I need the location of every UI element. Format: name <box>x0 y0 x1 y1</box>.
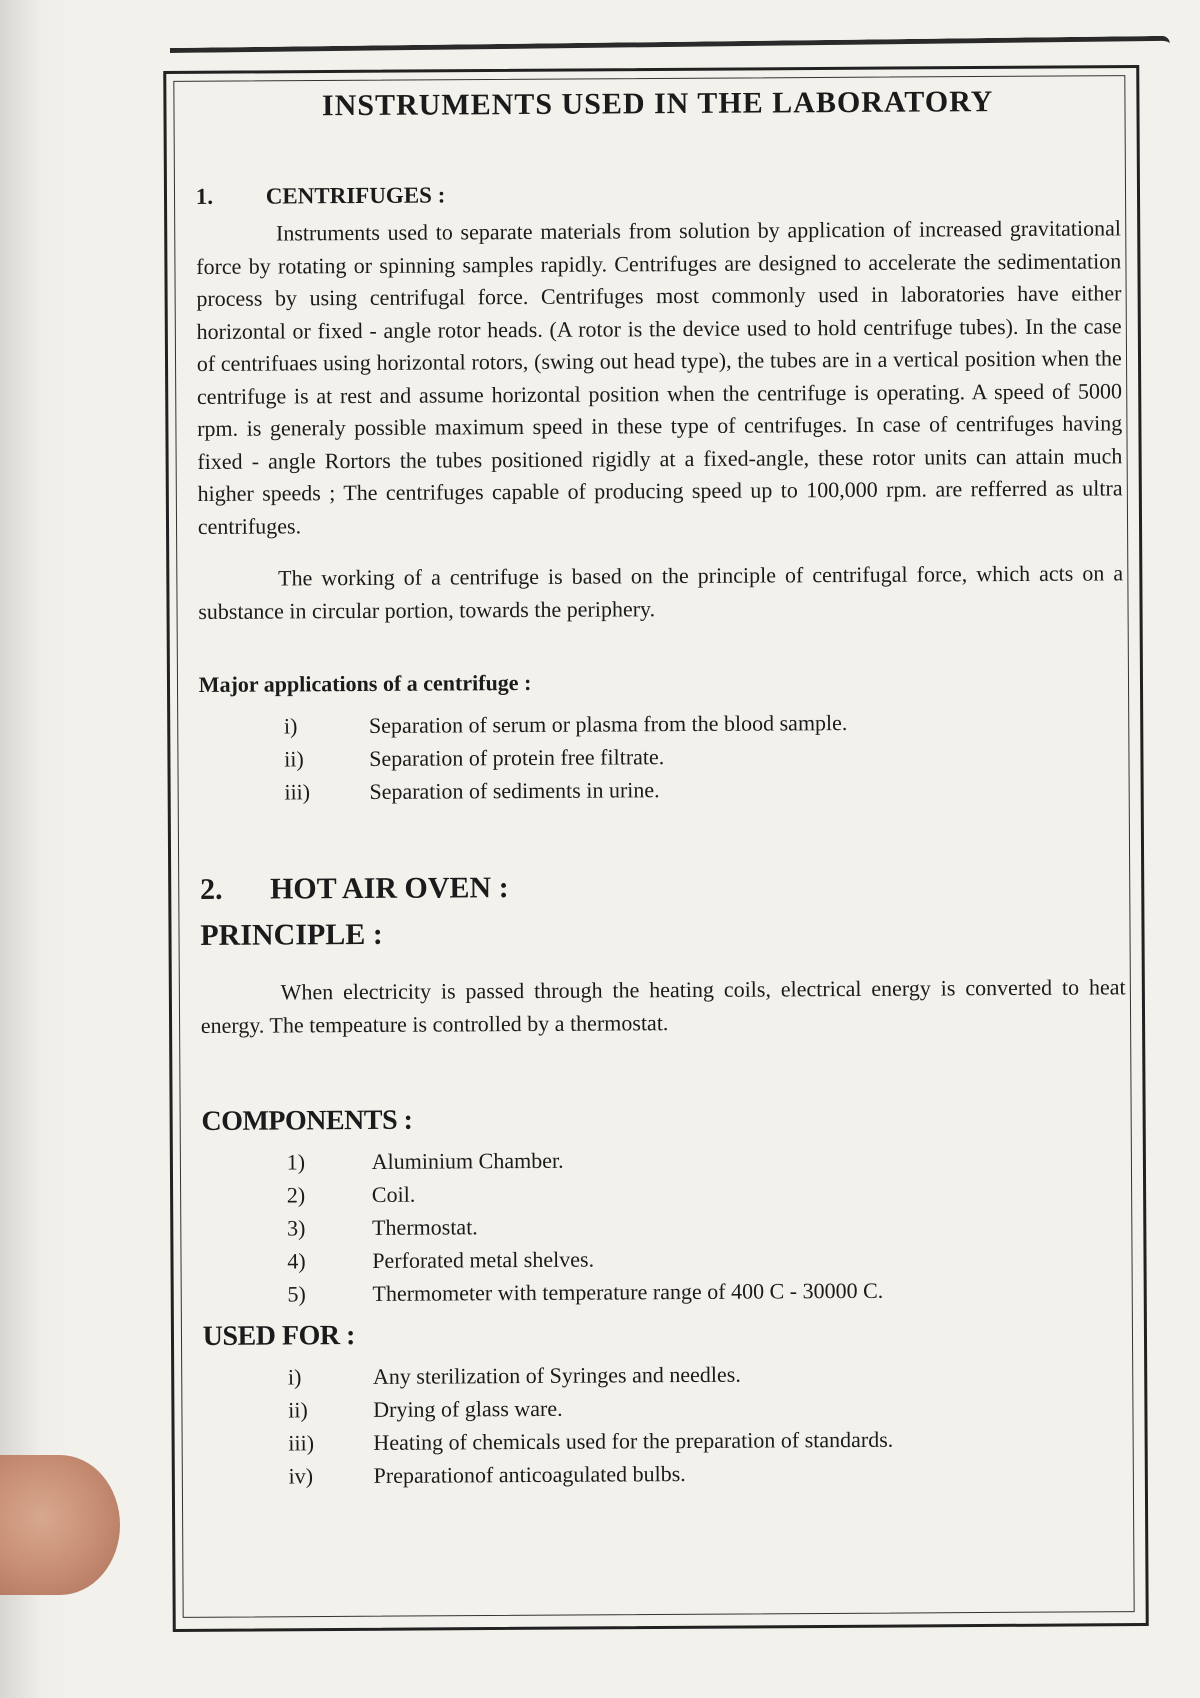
list-item <box>287 1272 1127 1310</box>
list-marker: iii) <box>288 1430 315 1456</box>
list-marker: 3) <box>286 1215 306 1241</box>
list-item-text: Separation of protein free filtrate. <box>369 744 665 771</box>
list-item-text: Coil. <box>371 1181 416 1207</box>
list-item <box>287 1140 1127 1178</box>
section-number: 2. <box>199 872 223 906</box>
applications-list <box>284 704 1125 808</box>
list-item-text: Preparationof anticoagulated bulbs. <box>373 1461 686 1488</box>
page-content <box>195 64 1129 1493</box>
list-item-text: Heating of chemicals used for the preparation of standards. <box>373 1426 894 1455</box>
centrifuge-description: Instruments used to separate materials from solution by application of increased gravitational force by rotating or spinning samples rapidly. Centrifuges are designed to accelerate the sedimentation process by using centrifugal force. Centrifuges most commonly used in laboratories have either horizontal or fixed - angle rotor heads. (A rotor is the device used to hold centrifuge tubes). In the case of centrifuaes using horizontal rotors, (swing out head type), the tubes are in a vertical position when the centrifuge is at rest and assume horizontal position when the centrifuge is operating. A speed of 5000 rpm. is generaly possible maximum speed in these type of centrifuges. In case of centrifuges having fixed - angle Rortors the tubes positioned rigidly at a fixed-angle, these rotor units can attain much higher speeds ; The centrifuges capable of producing speed up to 100,000 rpm. are refferred as ultra centrifuges. <box>196 215 1123 539</box>
list-marker: 2) <box>286 1182 306 1208</box>
list-item-text: Perforated metal shelves. <box>372 1246 595 1273</box>
centrifuge-principle: The working of a centrifuge is based on the principle of centrifugal force, which acts on a substance in circular portion, towards the periphery. <box>198 560 1124 624</box>
list-marker: 1) <box>286 1149 306 1175</box>
list-item-text: Any sterilization of Syringes and needles. <box>372 1361 741 1389</box>
list-item-text: Drying of glass ware. <box>373 1395 563 1422</box>
principle-heading: PRINCIPLE : <box>200 917 383 952</box>
list-marker: i) <box>283 713 298 739</box>
list-item <box>284 770 1124 808</box>
thumb-in-photo <box>0 1455 120 1595</box>
section-number: 1. <box>195 183 214 209</box>
used-for-heading: USED FOR : <box>202 1320 355 1352</box>
list-item <box>288 1454 1128 1492</box>
section-heading-hot-air-oven <box>200 867 1125 907</box>
section-title: CENTRIFUGES : <box>265 182 446 209</box>
list-item-text: Thermostat. <box>371 1214 478 1240</box>
list-marker: ii) <box>288 1397 308 1423</box>
list-item-text: Separation of serum or plasma from the blood sample. <box>368 710 848 738</box>
list-item <box>287 1239 1127 1277</box>
used-for-list <box>288 1355 1129 1492</box>
binding-shadow <box>0 0 70 1698</box>
list-item <box>288 1355 1128 1393</box>
list-item <box>288 1388 1128 1426</box>
list-item <box>284 737 1124 775</box>
page-title: INSTRUMENTS USED IN THE LABORATORY <box>321 85 994 123</box>
list-marker: iv) <box>288 1463 314 1489</box>
list-item <box>287 1206 1127 1244</box>
section-title: HOT AIR OVEN : <box>269 871 509 906</box>
list-item <box>288 1421 1128 1459</box>
components-heading: COMPONENTS : <box>201 1104 413 1137</box>
list-marker: 4) <box>287 1248 306 1274</box>
components-list <box>287 1140 1128 1310</box>
list-marker: ii) <box>284 746 304 772</box>
list-item <box>287 1173 1127 1211</box>
list-item-text: Separation of sediments in urine. <box>369 777 660 804</box>
list-item-text: Aluminium Chamber. <box>371 1147 564 1174</box>
list-marker: 5) <box>287 1281 306 1307</box>
section-heading-centrifuges <box>196 178 1121 210</box>
applications-heading: Major applications of a centrifuge : <box>198 669 532 697</box>
list-item-text: Thermometer with temperature range of 400 C - 30000 C. <box>372 1277 884 1306</box>
list-marker: iii) <box>284 779 311 805</box>
principle-text: When electricity is passed through the heating coils, electrical energy is converted to heat energy. The tempeature is controlled by a thermostat. <box>200 974 1126 1038</box>
list-marker: i) <box>287 1364 302 1390</box>
list-item <box>284 704 1124 742</box>
